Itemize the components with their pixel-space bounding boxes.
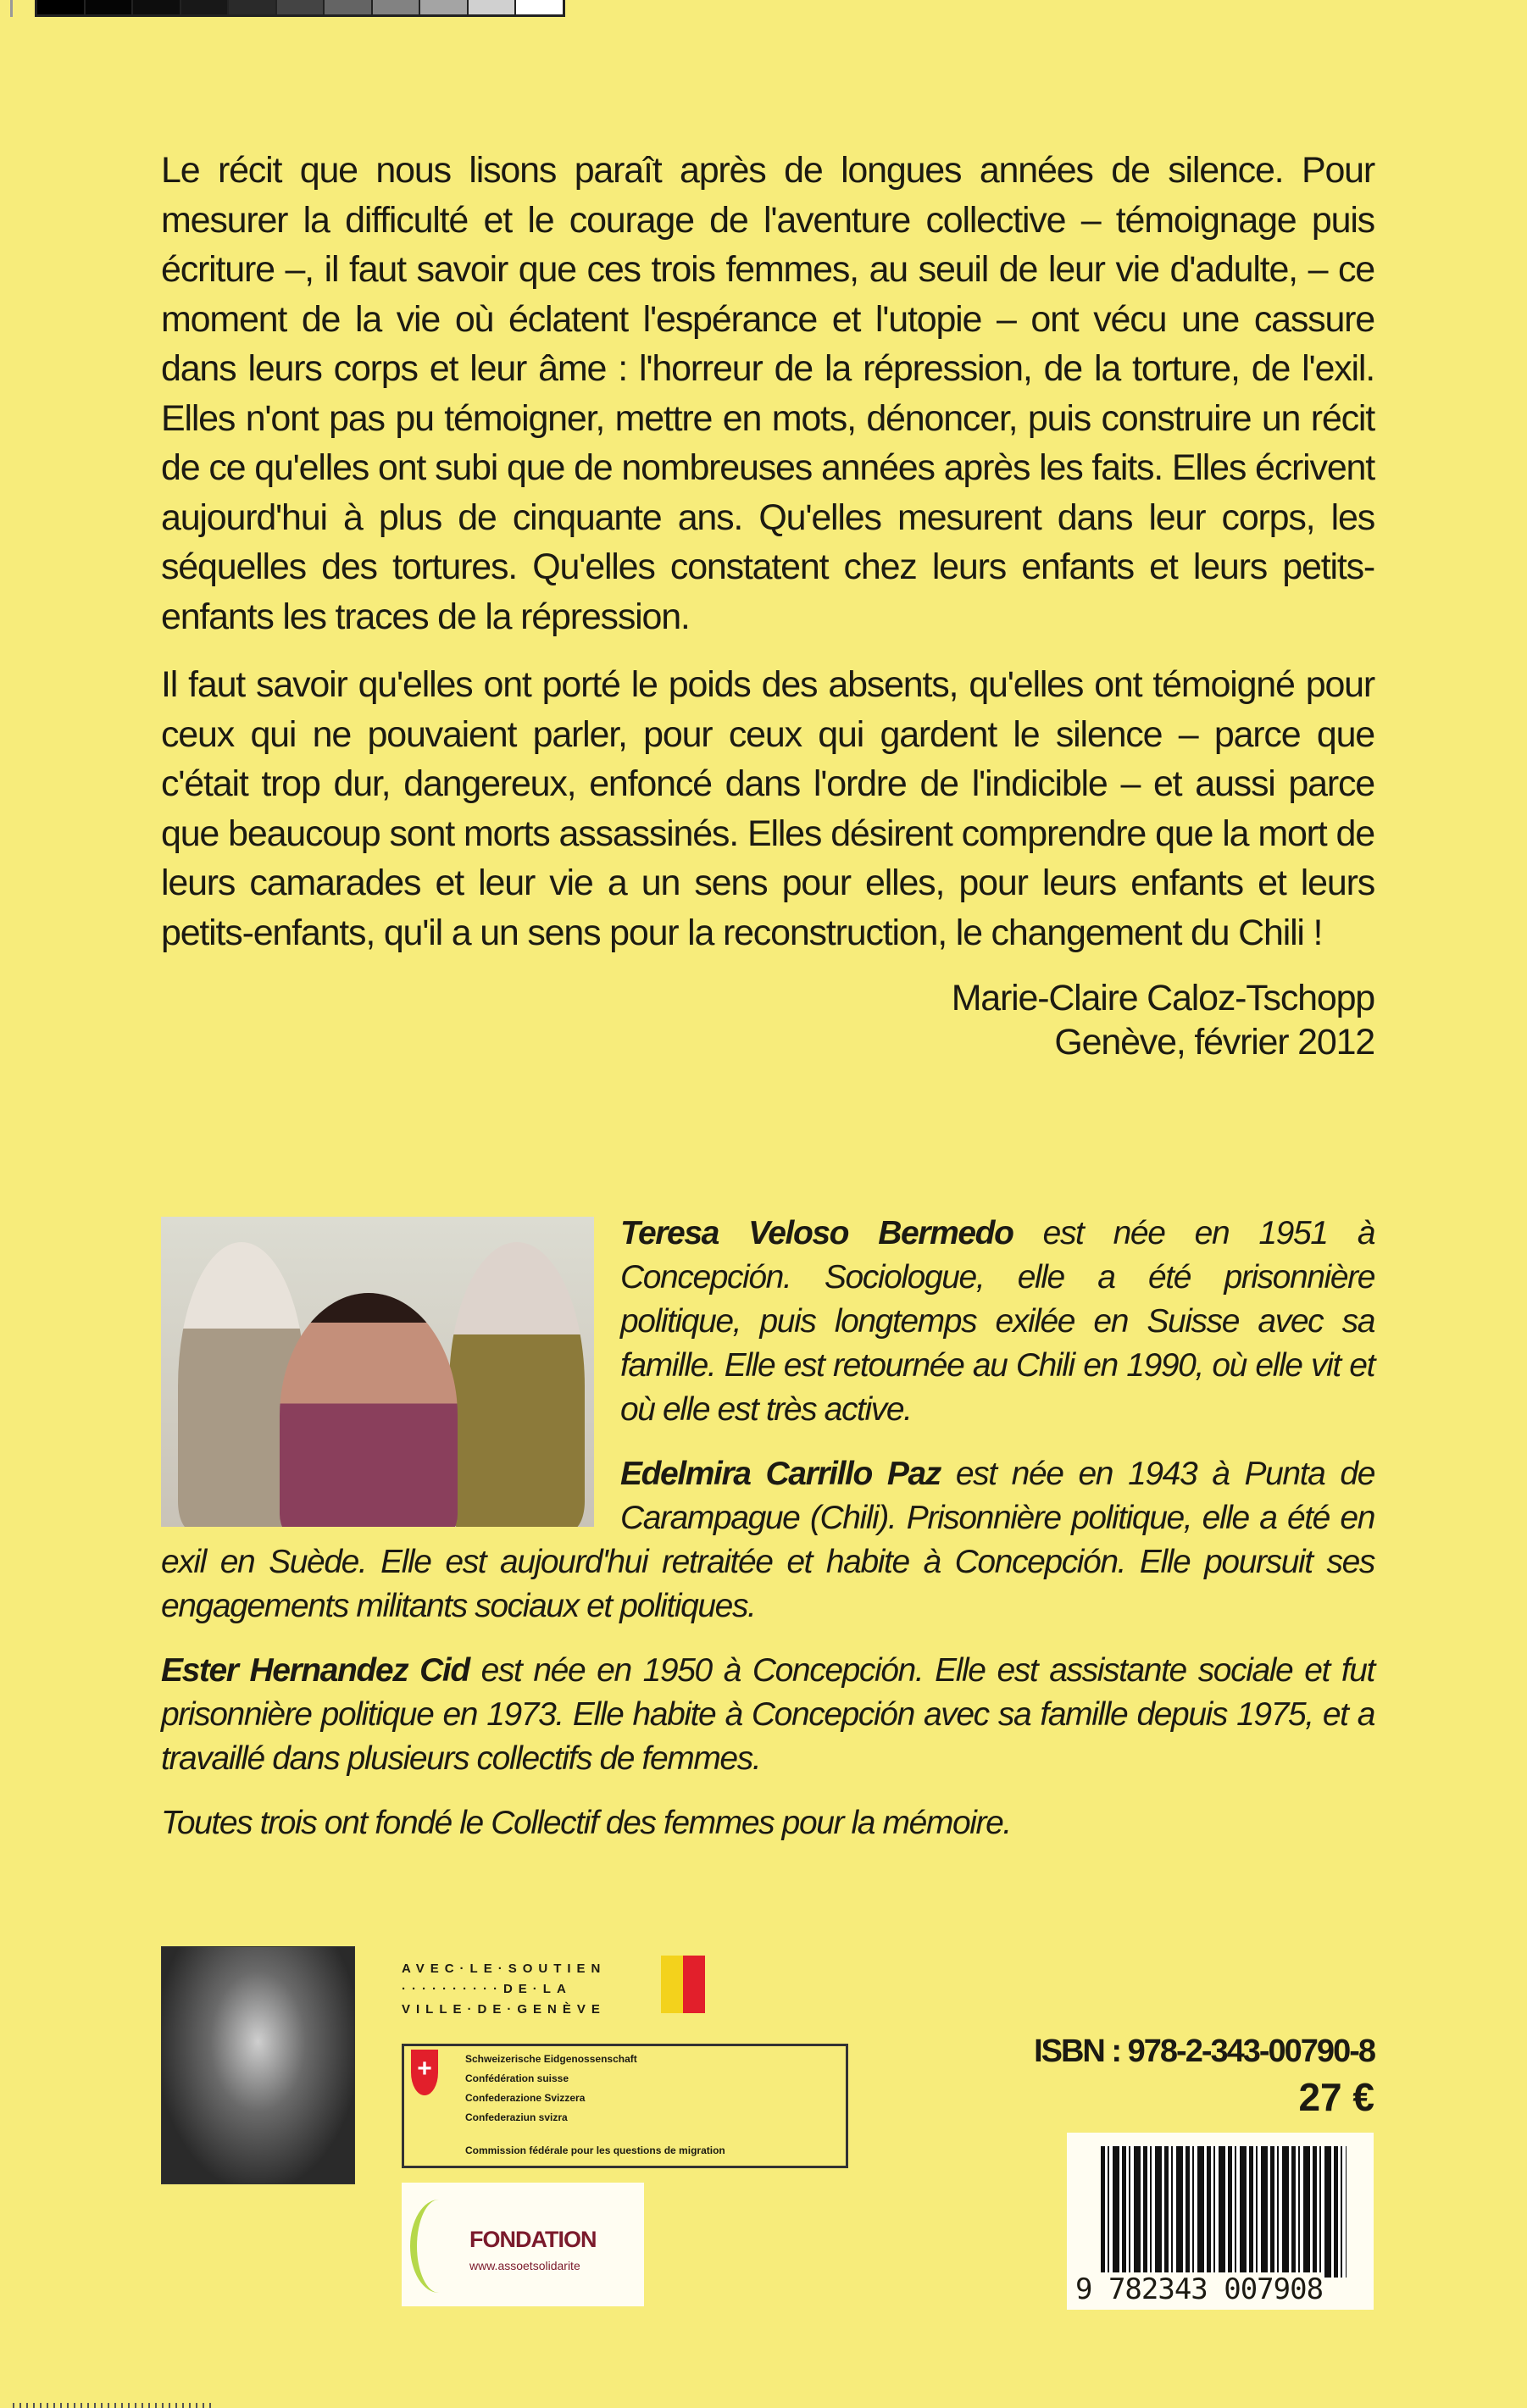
swiss-confederation-logo: + Schweizerische Eidgenossenschaft Confédération suisse Confederazione Svizzera Confederaziun svizra Commission fédérale pour les questions de migration	[402, 2044, 848, 2168]
soldier-portrait	[161, 1946, 355, 2184]
paragraph-1: Le récit que nous lisons paraît après de longues années de silence. Pour mesurer la difficulté et le courage de l'aventure collective – témoignage puis écriture –, il faut savoir que ces trois femmes, au seuil de leur vie d'adulte, – ce moment de la vie où éclatent l'espérance et l'utopie – ont vécu une cassure dans leurs corps et leur âme : l'horreur de la répression, de la torture, de l'exil. Elles n'ont pas pu témoigner, mettre en mots, dénoncer, puis construire un récit de ce qu'elles ont subi que de nombreuses années après les faits. Elles écrivent aujourd'hui à plus de cinquante ans. Qu'elles mesurent dans leur corps, les séquelles des tortures. Qu'elles constatent chez leurs enfants et leurs petits-enfants les traces de la répression.	[161, 150, 1374, 637]
isbn: ISBN : 978-2-343-00790-8	[1034, 2033, 1374, 2069]
author-bios	[161, 1212, 1374, 1866]
crop-mark	[10, 0, 13, 17]
bio-name: Teresa Veloso Bermedo	[620, 1215, 1013, 1251]
geneva-flag-icon	[661, 1956, 705, 2013]
barcode	[1067, 2133, 1374, 2310]
bio-name: Ester Hernandez Cid	[161, 1652, 469, 1689]
barcode-bars	[1101, 2146, 1347, 2278]
barcode-number: 9 782343 007908	[1075, 2272, 1324, 2306]
bio-ester: Ester Hernandez Cid est née en 1950 à Concepción. Elle est assistante sociale et fut prisonnière politique en 1973. Elle habite à Concepción avec sa famille depuis 1975, et a travaillé dans plusieurs collectifs de femmes.	[161, 1652, 1374, 1777]
bio-name: Edelmira Carrillo Paz	[620, 1456, 941, 1492]
closing-line: Toutes trois ont fondé le Collectif des femmes pour la mémoire.	[161, 1805, 1011, 1841]
signature-place-date: Genève, février 2012	[1054, 1022, 1374, 1063]
ville-de-geneve-logo: AVEC·LE·SOUTIEN ··········DE·LA VILLE·DE·GENÈVE	[402, 1961, 607, 2017]
signature-name: Marie-Claire Caloz-Tschopp	[951, 978, 1374, 1018]
fondation-logo: FONDATION www.assoetsolidarite	[402, 2183, 644, 2306]
signature	[161, 976, 1374, 1064]
color-calibration-bar	[35, 0, 565, 17]
back-cover-text	[161, 146, 1374, 1064]
bio-edelmira: Edelmira Carrillo Paz est née en 1943 à Punta de Carampague (Chili). Prisonnière politique, elle a été en exil en Suède. Elle est aujourd'hui retraitée et habite à Concepción. Elle poursuit ses engagements militants sociaux et politiques.	[161, 1456, 1374, 1624]
paragraph-2: Il faut savoir qu'elles ont porté le poids des absents, qu'elles ont témoigné pour ceux qui ne pouvaient parler, pour ceux qui gardent le silence – parce que c'était trop dur, dangereux, enfoncé dans l'ordre de l'indicible – et aussi parce que beaucoup sont morts assassinés. Elles désirent comprendre que la mort de leurs camarades et leur vie a un sens pour elles, pour leurs enfants et leurs petits-enfants, qu'il a un sens pour la reconstruction, le changement du Chili !	[161, 664, 1374, 953]
swiss-cross-icon: +	[411, 2050, 438, 2095]
fondation-swoosh-icon	[410, 2200, 468, 2293]
crop-marks-bottom	[13, 2403, 216, 2408]
price: 27 €	[1298, 2075, 1374, 2119]
bio-teresa: Teresa Veloso Bermedo est née en 1951 à Concepción. Sociologue, elle a été prisonnière politique, puis longtemps exilée en Suisse avec sa famille. Elle est retournée au Chili en 1990, où elle vit et où elle est très active.	[620, 1215, 1374, 1428]
